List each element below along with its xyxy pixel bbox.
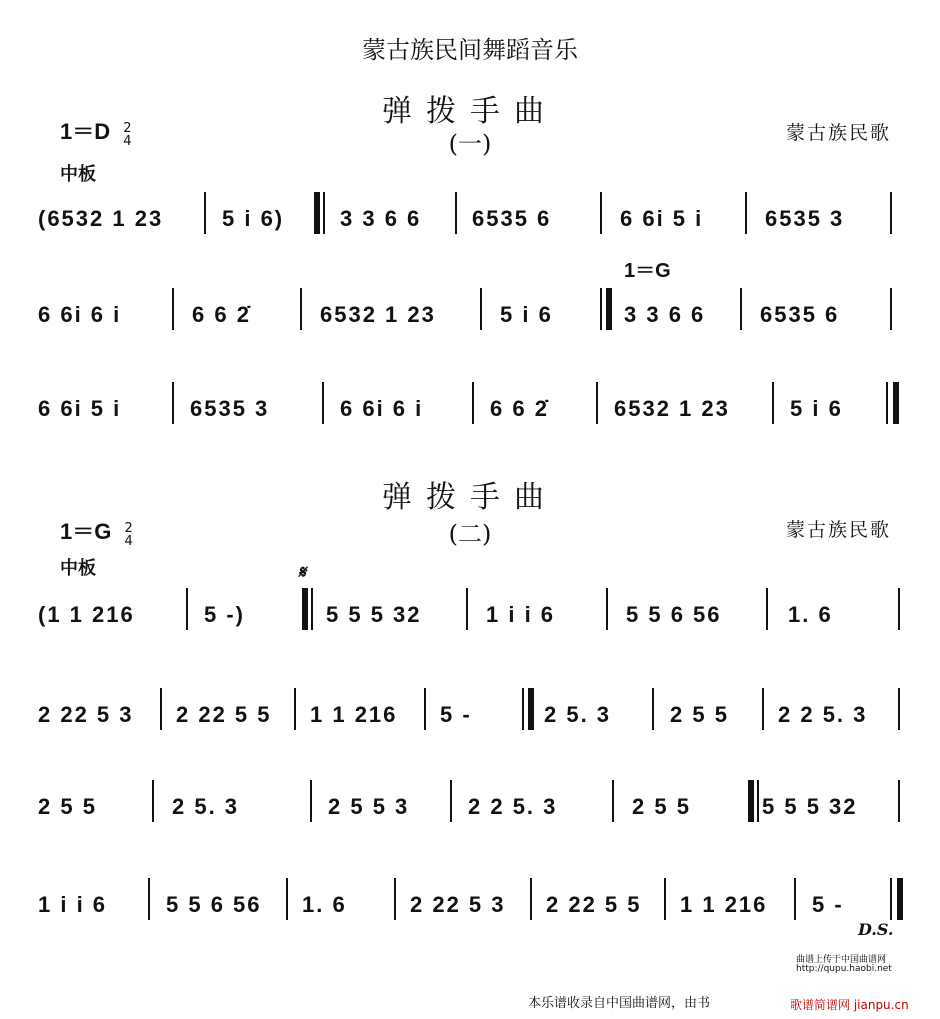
piece1-key: 1＝D xyxy=(60,119,111,144)
key-change: 1＝G xyxy=(624,260,671,282)
piece2-title: 弹拨手曲 xyxy=(382,480,558,515)
final-barline xyxy=(893,382,899,424)
barline xyxy=(890,288,892,330)
measure: 2 22 5 5 xyxy=(546,892,642,917)
barline xyxy=(772,382,774,424)
barline xyxy=(160,688,162,730)
barline xyxy=(204,192,206,234)
barline xyxy=(152,780,154,822)
barline xyxy=(172,288,174,330)
measure: 1 1 216 xyxy=(310,702,398,727)
time-bottom: 4 xyxy=(123,133,132,149)
barline xyxy=(424,688,426,730)
measure: 6532 1 23 xyxy=(614,396,730,421)
barline xyxy=(740,288,742,330)
measure: 2 2 5. 3 xyxy=(468,794,558,819)
barline xyxy=(286,878,288,920)
measure: 5 5 6 56 xyxy=(166,892,262,917)
measure: 5 5 5 32 xyxy=(326,602,422,627)
barline xyxy=(186,588,188,630)
watermark: 歌谱简谱网 jianpu.cn xyxy=(790,998,909,1012)
piece2-subtitle: (二) xyxy=(448,520,492,548)
piece1-time-signature xyxy=(123,122,131,148)
barline xyxy=(596,382,598,424)
measure: 5 i 6 xyxy=(500,302,553,327)
measure: 2 22 5 5 xyxy=(176,702,272,727)
repeat-barline xyxy=(528,688,534,730)
score-line xyxy=(0,378,940,448)
measure: 6 6i 5 i xyxy=(620,206,704,231)
piece2-key: 1＝G xyxy=(60,519,112,544)
piece1-subtitle: (一) xyxy=(448,130,492,158)
barline xyxy=(310,780,312,822)
measure: 6535 3 xyxy=(190,396,270,421)
measure: 5 - xyxy=(440,702,472,727)
piece1-title: 弹拨手曲 xyxy=(382,94,558,129)
barline xyxy=(898,688,900,730)
piece1-tempo: 中板 xyxy=(60,164,96,185)
measure: 2 5 5 xyxy=(670,702,729,727)
measure: 6535 6 xyxy=(760,302,840,327)
time-top: 2 xyxy=(123,120,132,136)
measure: 6 6i 5 i xyxy=(38,396,122,421)
piece2-time-signature xyxy=(124,522,132,548)
barline xyxy=(898,588,900,630)
measure: (6532 1 23 xyxy=(38,206,164,231)
score-line xyxy=(0,188,940,258)
measure: 6 6 2̇ xyxy=(490,396,549,421)
barline xyxy=(794,878,796,920)
measure: 5 5 6 56 xyxy=(626,602,722,627)
segno-sign: 𝄋 xyxy=(298,562,306,583)
repeat-end-barline xyxy=(522,688,524,730)
measure: 2 5 5 xyxy=(632,794,691,819)
measure: 5 -) xyxy=(204,602,245,627)
barline xyxy=(606,588,608,630)
repeat-end-barline xyxy=(600,288,602,330)
piece2-key-signature xyxy=(60,515,133,548)
barline xyxy=(757,780,759,822)
measure: 5 - xyxy=(812,892,844,917)
repeat-start-barline xyxy=(748,780,754,822)
piece2-tempo: 中板 xyxy=(60,558,96,579)
collection-title: 蒙古族民间舞蹈音乐 xyxy=(362,36,578,64)
repeat-barline xyxy=(606,288,612,330)
measure: 6532 1 23 xyxy=(320,302,436,327)
barline xyxy=(148,878,150,920)
barline xyxy=(600,192,602,234)
repeat-start-barline xyxy=(302,588,308,630)
barline xyxy=(323,192,325,234)
measure: 1. 6 xyxy=(788,602,833,627)
barline xyxy=(472,382,474,424)
measure: 3 3 6 6 xyxy=(340,206,422,231)
footer-upload-text: 曲谱上传于中国曲谱网 xyxy=(796,955,887,965)
measure: 2 22 5 3 xyxy=(38,702,134,727)
measure: 2 5 5 3 xyxy=(328,794,410,819)
measure: 5 5 5 32 xyxy=(762,794,858,819)
barline xyxy=(311,588,313,630)
measure: 1 1 216 xyxy=(680,892,768,917)
barline xyxy=(480,288,482,330)
barline xyxy=(886,382,888,424)
measure: 3 3 6 6 xyxy=(624,302,706,327)
footer-note: 本乐谱收录自中国曲谱网，由书 xyxy=(528,996,711,1011)
measure: 6 6i 6 i xyxy=(38,302,122,327)
dal-segno-marking: D.S. xyxy=(858,920,894,939)
barline xyxy=(394,878,396,920)
barline xyxy=(450,780,452,822)
barline xyxy=(664,878,666,920)
barline xyxy=(455,192,457,234)
footer-url: http://qupu.haobi.net xyxy=(796,964,892,974)
barline xyxy=(890,192,892,234)
barline xyxy=(898,780,900,822)
score-line xyxy=(0,684,940,754)
score-line xyxy=(0,584,940,654)
score-line xyxy=(0,874,940,944)
barline xyxy=(530,878,532,920)
piece1-composer: 蒙古族民歌 xyxy=(786,122,892,144)
measure: 6535 6 xyxy=(472,206,552,231)
score-line xyxy=(0,776,940,846)
barline xyxy=(762,688,764,730)
barline xyxy=(612,780,614,822)
repeat-start-barline xyxy=(314,192,320,234)
measure: 6 6i 6 i xyxy=(340,396,424,421)
measure: 2 2 5. 3 xyxy=(778,702,868,727)
measure: 6 6 2̇ xyxy=(192,302,251,327)
measure: 1 i i 6 xyxy=(486,602,556,627)
barline xyxy=(890,878,892,920)
measure: 1 i i 6 xyxy=(38,892,108,917)
barline xyxy=(300,288,302,330)
measure: 1. 6 xyxy=(302,892,347,917)
time-bottom: 4 xyxy=(124,533,133,549)
barline xyxy=(172,382,174,424)
score-line xyxy=(0,284,940,354)
barline xyxy=(322,382,324,424)
measure: 5 i 6 xyxy=(790,396,843,421)
time-top: 2 xyxy=(124,520,133,536)
barline xyxy=(745,192,747,234)
final-barline xyxy=(897,878,903,920)
measure: 2 5. 3 xyxy=(544,702,612,727)
barline xyxy=(466,588,468,630)
barline xyxy=(294,688,296,730)
measure: 2 5 5 xyxy=(38,794,97,819)
measure: (1 1 216 xyxy=(38,602,135,627)
measure: 2 22 5 3 xyxy=(410,892,506,917)
measure: 6535 3 xyxy=(765,206,845,231)
barline xyxy=(652,688,654,730)
piece2-composer: 蒙古族民歌 xyxy=(786,519,892,541)
barline xyxy=(766,588,768,630)
piece1-key-signature xyxy=(60,115,132,148)
measure: 2 5. 3 xyxy=(172,794,240,819)
measure: 5 i 6) xyxy=(222,206,285,231)
